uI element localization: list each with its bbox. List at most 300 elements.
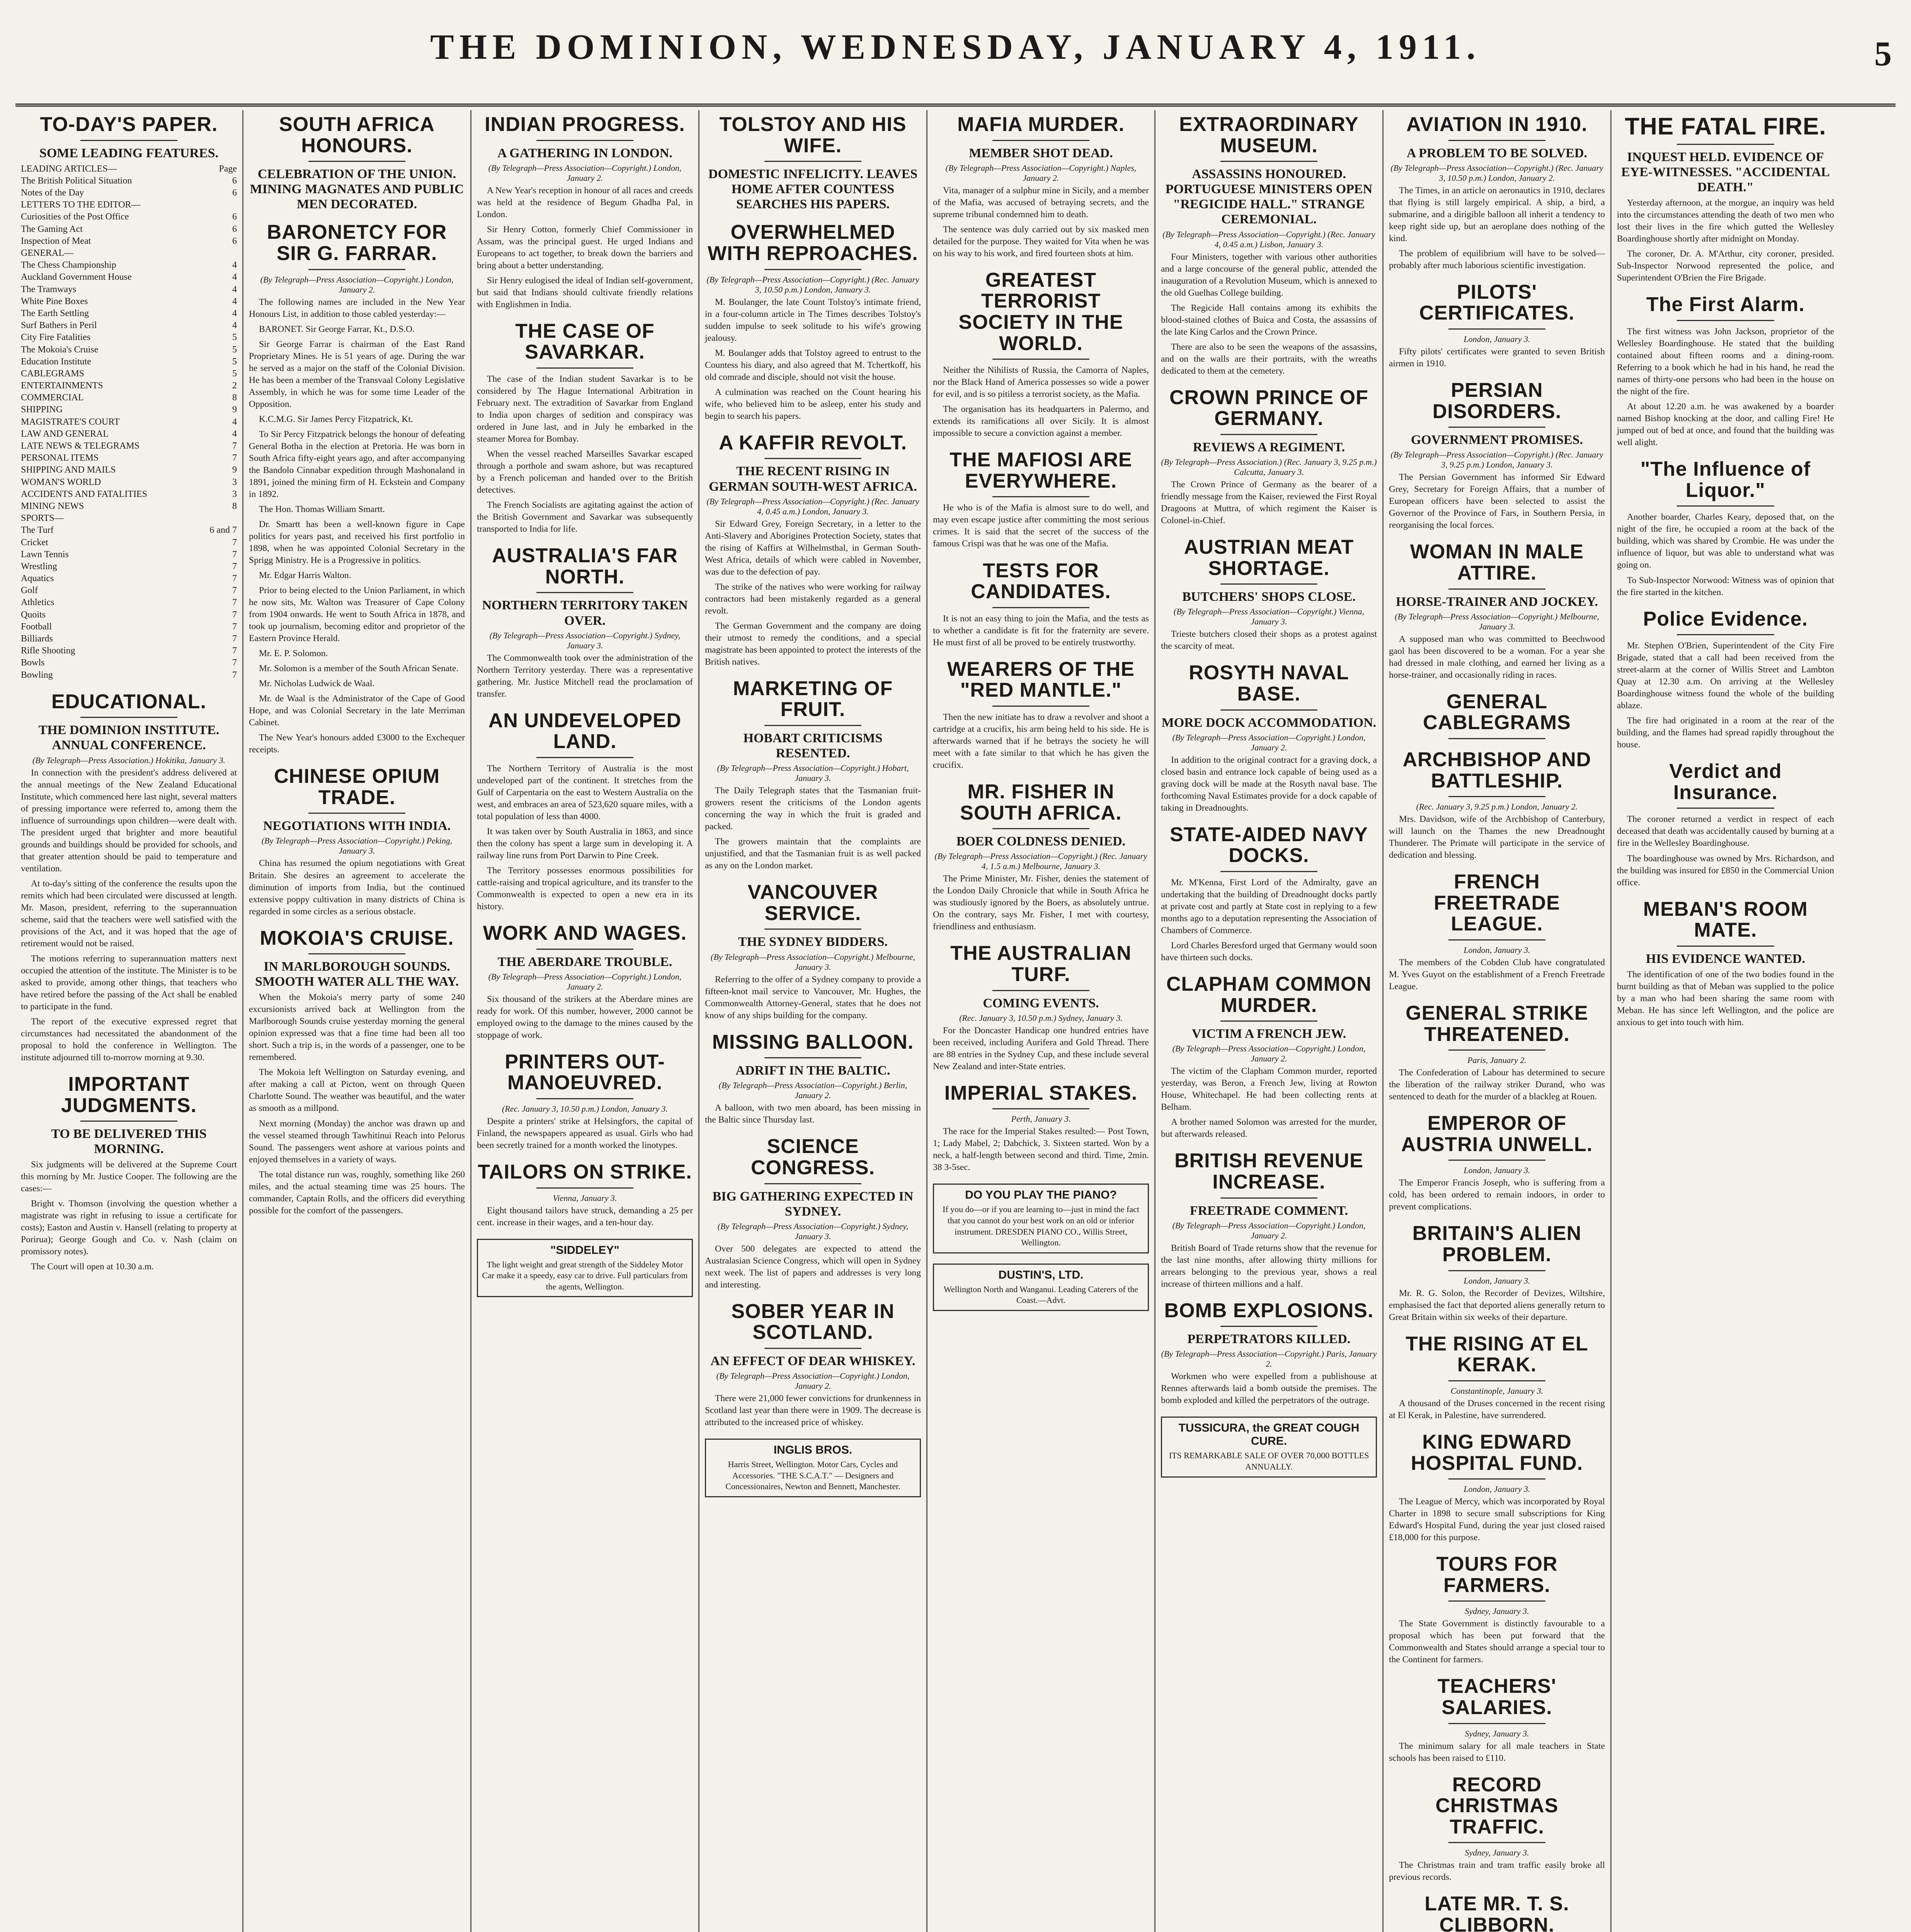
article-headline: PRINTERS OUT-MANOEUVRED.: [505, 1050, 665, 1094]
headline-rule: [1677, 505, 1775, 507]
article-paragraph: Mr. R. G. Solon, the Recorder of Devizes, Wiltshire, emphasised the fact that deported aliens generally return to Great Britain within six weeks of their departure.: [1389, 1288, 1605, 1322]
article-paragraph: The Christmas train and tram traffic easily broke all previous records.: [1389, 1860, 1605, 1883]
contents-item: [21, 645, 237, 657]
article-dateline: (By Telegraph—Press Association—Copyright.) (Rec. January 3, 10.50 p.m.) London, January 3.: [706, 274, 919, 294]
article-dateline: (By Telegraph—Press Association—Copyright.) (Rec. January 4, 0.45 a.m.) Lisbon, January 3.: [1162, 229, 1375, 249]
article: [1161, 662, 1377, 814]
article-headline: GENERAL CABLEGRAMS: [1423, 690, 1571, 734]
article-headline: TOLSTOY AND HIS WIFE.: [719, 113, 907, 157]
article-paragraph: The Commonwealth took over the administration of the Northern Territory yesterday. There was a representative gathering. Mr. Justice Mitchell read the proclamation of transfer.: [477, 653, 693, 699]
headline-rule: [1220, 1020, 1318, 1022]
article-dateline: Constantinople, January 3.: [1450, 1386, 1543, 1396]
article: [705, 222, 921, 422]
article-dateline: (By Telegraph—Press Association—Copyright.) (Rec. January 3, 9.25 p.m.) London, January 3.: [1390, 450, 1603, 470]
contents-label: ENTERTAINMENTS: [21, 381, 103, 391]
article-subheadline: THE DOMINION INSTITUTE. ANNUAL CONFERENCE.: [38, 723, 220, 753]
contents-label: The Gaming Act: [21, 224, 83, 234]
article-headline: STATE-AIDED NAVY DOCKS.: [1170, 823, 1368, 867]
article-paragraph: The Regicide Hall contains among its exhibits the blood-stained clothes of Buica and Costa, the assassins of the late King Carlos and the Crown Prince.: [1161, 303, 1377, 337]
article-headline: MOKOIA'S CRUISE.: [260, 927, 454, 949]
article-dateline: (By Telegraph—Press Association.) Hokitika, January 3.: [32, 755, 226, 765]
contents-label: The Earth Settling: [21, 308, 89, 318]
article-paragraph: When the Mokoia's merry party of some 240 excursionists arrived back at Wellington from the Marlborough Sounds cruise yesterday morning the general opinion expressed was that a fine time had been all too short. Such a trip is, in the words of a passenger, one to be remembered.: [249, 992, 465, 1063]
article-headline: MAFIA MURDER.: [957, 113, 1125, 136]
contents-page: 7: [232, 646, 237, 656]
article-paragraph: The Daily Telegraph states that the Tasmanian fruit-growers resent the criticisms of the London agents concerning the way in which the fruit is graded and packed.: [705, 786, 921, 832]
article-paragraph: Lord Charles Beresford urged that Germany would soon have thirteen such docks.: [1161, 940, 1377, 963]
article-paragraph: Mr. Edgar Harris Walton.: [259, 570, 351, 580]
article-paragraph: Over 500 delegates are expected to attend the Australasian Science Congress, which will open in Sydney next week. The list of papers and addresses is very long and interesting.: [705, 1243, 921, 1290]
article: [477, 545, 693, 700]
article-paragraph: There are also to be seen the weapons of the assassins, and on the walls are their portraits, with the wreaths dedicated to them at the cemetery.: [1161, 342, 1377, 376]
contents-label: Auckland Government House: [21, 272, 132, 282]
article-dateline: (By Telegraph—Press Association—Copyright.) Sydney, January 3.: [489, 630, 681, 650]
contents-page: 4: [232, 308, 237, 318]
article-paragraph: The League of Mercy, which was incorporated by Royal Charter in 1898 to secure small subscriptions for King Edward's Hospital Fund, during the year just closed raised £18,000 for this purpose.: [1389, 1497, 1605, 1543]
article: [249, 766, 465, 917]
headline-rule: [764, 929, 862, 930]
article-paragraph: BARONET. Sir George Farrar, Kt., D.S.O.: [259, 324, 415, 334]
contents-page: 7: [232, 597, 237, 608]
contents-label: Surf Bathers in Peril: [21, 320, 97, 331]
article-paragraph: The report of the executive expressed regret that circumstances had necessitated the abandonment of the proposal to hold the conference in Wellington. The institute adjourned till to-morrow morning at 9.30.: [21, 1016, 237, 1063]
article-subheadline: VICTIM A FRENCH JEW.: [1191, 1027, 1346, 1041]
contents-page: 5: [232, 344, 237, 355]
article-dateline: (By Telegraph—Press Association.) (Rec. January 3, 9.25 p.m.) Calcutta, January 3.: [1161, 457, 1377, 477]
article: [1161, 974, 1377, 1140]
column-1: [15, 110, 243, 1932]
article-paragraph: Trieste butchers closed their shops as a protest against the scarcity of meat.: [1161, 629, 1377, 651]
article-paragraph: The Hon. Thomas William Smartt.: [259, 504, 385, 514]
article: [477, 114, 693, 311]
article: [1617, 294, 1834, 449]
article: [477, 710, 693, 913]
article-paragraph: The fire had originated in a room at the rear of the building, and the flames had spread rapidly throughout the house.: [1617, 716, 1834, 750]
article-paragraph: A supposed man who was committed to Beechwood gaol has been discovered to be a woman. For a year she had dressed in male clothing, and earned her living as a horse-trainer, and occasionally riding in races.: [1389, 634, 1605, 680]
article-paragraph: When the vessel reached Marseilles Savarkar escaped through a porthole and swam ashore, but was recaptured by a French policeman and handed over to the British detectives.: [477, 449, 693, 495]
article-paragraph: Next morning (Monday) the anchor was drawn up and the vessel steamed through Tawhitinui Reach into Pelorus Sound. The passengers went ashore at various points and enjoyed themselves in a variety of ways.: [249, 1118, 465, 1165]
advertisement: [933, 1184, 1149, 1253]
contents-page: 6: [232, 212, 237, 222]
column-5: [927, 110, 1155, 1932]
article-subheadline: HIS EVIDENCE WANTED.: [1646, 951, 1805, 966]
headline-rule: [992, 496, 1090, 497]
article-paragraph: Sir Edward Grey, Foreign Secretary, in a letter to the Anti-Slavery and Aborigines Protection Society, states that the rising of Kaffirs at Wilhelmsthal, in German South-West Africa, details of which were cabled in November, was due to the defection of pay.: [705, 519, 921, 577]
article-paragraph: The motions referring to superannuation matters next occupied the attention of the institute. The Minister is to be asked to provide, among other things, that teachers who have retired before the passing of the Act shall be enabled to participate in the fund.: [21, 953, 237, 1012]
headline-rule: [80, 717, 178, 718]
article-headline: AUSTRIAN MEAT SHORTAGE.: [1184, 536, 1354, 580]
article-headline: BARONETCY FOR SIR G. FARRAR.: [267, 221, 447, 265]
contents-item: [21, 296, 237, 308]
article: [1389, 749, 1605, 861]
article: [933, 1264, 1149, 1311]
contents-page: 4: [232, 272, 237, 282]
article-dateline: (By Telegraph—Press Association—Copyright.) London, January 2.: [488, 971, 682, 992]
article-paragraph: The growers maintain that the complaints are unjustified, and that the Tasmanian fruit is as well packed as any on the London market.: [705, 837, 921, 871]
article-dateline: Sydney, January 3.: [1465, 1728, 1529, 1738]
article-subheadline: BIG GATHERING EXPECTED IN SYDNEY.: [712, 1189, 914, 1219]
article-headline: SCIENCE CONGRESS.: [750, 1135, 875, 1179]
article: [1389, 1003, 1605, 1103]
columns: [15, 110, 1896, 1932]
contents-page: 5: [232, 356, 237, 367]
article-dateline: (Rec. January 3, 10.50 p.m.) London, January 3.: [502, 1104, 668, 1114]
contents-page: 7: [232, 561, 237, 571]
contents-item: [21, 223, 237, 235]
article: [21, 691, 237, 1064]
article-subheadline: REVIEWS A REGIMENT.: [1193, 440, 1345, 454]
article-paragraph: Six judgments will be delivered at the Supreme Court this morning by Mr. Justice Cooper. The following are the cases:—: [21, 1160, 237, 1194]
headline-rule: [992, 706, 1090, 707]
headline-rule: [1448, 1478, 1546, 1480]
article-headline: LATE MR. T. S. CLIBBORN.: [1424, 1893, 1569, 1932]
article-paragraph: The victim of the Clapham Common murder, reported yesterday, was Beron, a French Jew, living at Rowton House, Whitechapel. He had been collecting rents at Belham.: [1161, 1066, 1377, 1112]
article-paragraph: The Confederation of Labour has determined to secure the liberation of the railway striker Durand, who was sentenced to death for the murder of a blackleg at Rouen.: [1389, 1068, 1605, 1102]
headline-rule: [308, 953, 406, 954]
article-headline: ROSYTH NAVAL BASE.: [1189, 662, 1349, 705]
column-6: [1155, 110, 1383, 1932]
contents-page: 5: [232, 368, 237, 379]
article-subheadline: HORSE-TRAINER AND JOCKEY.: [1396, 594, 1598, 609]
article-headline: MEBAN'S ROOM MATE.: [1643, 898, 1808, 942]
article: [705, 1439, 921, 1497]
article-paragraph: Neither the Nihilists of Russia, the Camorra of Naples, nor the Black Hand of America possesses so wide a power for evil, and is so pitiless a terrorist society, as the Mafia.: [933, 365, 1149, 400]
headline-rule: [1677, 946, 1775, 947]
contents-list: [21, 163, 237, 681]
contents-item: [21, 428, 237, 440]
contents-page: 7: [232, 573, 237, 584]
advertisement: [933, 1264, 1149, 1311]
article-subheadline: THE RECENT RISING IN GERMAN SOUTH-WEST AFRICA.: [709, 464, 917, 494]
article-paragraph: Bright v. Thomson (involving the question whether a magistrate was right in refusing to issue a certificate for costs); Easton and Austin v. Hansell (relating to property at Porirua); George Gough and Co. v. Nash (claim on promissory notes).: [21, 1199, 237, 1257]
headline-rule: [80, 140, 178, 141]
article-headline: PERSIAN DISORDERS.: [1432, 379, 1562, 423]
contents-page: 7: [232, 585, 237, 596]
article: [705, 1301, 921, 1429]
contents-item: [21, 573, 237, 585]
article: [477, 1239, 693, 1298]
article-paragraph: The State Government is distinctly favourable to a proposal which has been put forward that the Commonwealth and States should arrange a special tour to the Continent for farmers.: [1389, 1619, 1605, 1665]
article-headline: TEACHERS' SALARIES.: [1437, 1675, 1557, 1719]
contents-page: 3: [232, 489, 237, 499]
article: [477, 923, 693, 1041]
article-headline: PILOTS' CERTIFICATES.: [1419, 281, 1575, 325]
article-paragraph: The Crown Prince of Germany as the bearer of a friendly message from the Kaiser, reviewed the First Royal Dragoons at Muttra, of which regiment the Kaiser is Colonel-in-Chief.: [1161, 480, 1377, 526]
headline-rule: [764, 161, 862, 162]
contents-item: [21, 211, 237, 223]
article-headline: BRITAIN'S ALIEN PROBLEM.: [1412, 1222, 1582, 1266]
contents-page: 9: [232, 465, 237, 475]
contents-label: Notes of the Day: [21, 188, 84, 198]
article-paragraph: The first witness was John Jackson, proprietor of the Wellesley Boardinghouse. He stated that the building contained about fifteen rooms and a dining-room. Referring to a book which he had in his hand, he read the names of thirty-one persons who had been in the house on the night of the fire.: [1617, 327, 1834, 397]
article-subheadline: COMING EVENTS.: [983, 996, 1099, 1010]
contents-label: Bowls: [21, 658, 45, 668]
contents-item: [21, 392, 237, 404]
contents-page: 4: [232, 417, 237, 427]
article-dateline: (By Telegraph—Press Association—Copyright.) Naples, January 2.: [945, 163, 1137, 183]
contents-item: [21, 332, 237, 344]
article-headline: TAILORS ON STRIKE.: [478, 1161, 692, 1184]
article-paragraph: The Emperor Francis Joseph, who is suffering from a cold, has been ordered to remain indoors, in order to prevent complications.: [1389, 1178, 1605, 1212]
article-dateline: London, January 3.: [1463, 1165, 1530, 1175]
contents-label: GENERAL—: [21, 248, 73, 258]
contents-item: [21, 476, 237, 488]
article: [21, 1074, 237, 1273]
headline-rule: [764, 1348, 862, 1349]
article-dateline: (By Telegraph—Press Association—Copyright.) London, January 2.: [1172, 732, 1366, 752]
article-headline: Verdict and Insurance.: [1669, 760, 1782, 804]
contents-page: 7: [232, 670, 237, 680]
headline-rule: [992, 990, 1090, 991]
article-dateline: (By Telegraph—Press Association—Copyright.) Peking, January 3.: [261, 836, 453, 856]
contents-item: [21, 512, 237, 524]
headline-rule: [536, 1098, 634, 1099]
article-headline: CHINESE OPIUM TRADE.: [274, 765, 440, 809]
article-dateline: (By Telegraph—Press Association—Copyright.) Vienna, January 3.: [1173, 607, 1365, 627]
article-headline: SOBER YEAR IN SCOTLAND.: [731, 1300, 895, 1344]
article: [1161, 537, 1377, 652]
article-paragraph: The Court will open at 10.30 a.m.: [31, 1262, 154, 1272]
article-headline: The First Alarm.: [1646, 293, 1805, 316]
article-headline: EMPEROR OF AUSTRIA UNWELL.: [1401, 1112, 1593, 1156]
article-dateline: (Rec. January 3, 10.50 p.m.) Sydney, January 3.: [959, 1013, 1123, 1023]
contents-item: [21, 416, 237, 428]
article: [477, 321, 693, 535]
article-paragraph: The Mokoia left Wellington on Saturday evening, and after making a call at Picton, went on through Queen Charlotte Sound. The weather was beautiful, and the water as smooth as a millpond.: [249, 1067, 465, 1114]
page-number: 5: [1874, 35, 1892, 73]
article-headline: MR. FISHER IN SOUTH AFRICA.: [960, 781, 1122, 824]
column-4: [699, 110, 927, 1932]
advertisement: [1161, 1417, 1377, 1477]
article: [933, 449, 1149, 550]
article-paragraph: Eight thousand tailors have struck, demanding a 25 per cent. increase in their wages, and a ten-hour day.: [477, 1205, 693, 1228]
article-paragraph: The total distance run was, roughly, something like 260 miles, and the actual steaming time was 25 hours. The commander, Captain Rolls, and the officers did everything possible for the comfort of the passengers.: [249, 1169, 465, 1216]
contents-page: 4: [232, 320, 237, 331]
article-paragraph: The problem of equilibrium will have to be solved—probably after much laborious scientific investigation.: [1389, 248, 1605, 270]
contents-label: White Pine Boxes: [21, 296, 88, 306]
headline-rule: [536, 1187, 634, 1189]
headline-rule: [1677, 808, 1775, 809]
ad-body: Wellington North and Wanganui. Leading Caterers of the Coast.—Advt.: [943, 1284, 1138, 1305]
headline-rule: [992, 607, 1090, 608]
contents-label: Football: [21, 621, 52, 632]
headline-rule: [1448, 738, 1546, 739]
article-headline: TO-DAY'S PAPER.: [40, 113, 218, 136]
contents-label: LEADING ARTICLES—: [21, 163, 117, 174]
article: [1389, 1774, 1605, 1884]
article-paragraph: The case of the Indian student Savarkar is to be considered by The Hague International Arbitration in February next. The extradition of Savarkar from England to India upon charges of sedition and conspiracy was ordered in June last, and in July he embarked in the steamer Morea for Bombay.: [477, 374, 693, 444]
article-paragraph: Mr. E. P. Solomon.: [259, 648, 328, 659]
article-paragraph: The coroner returned a verdict in respect of each deceased that death was accidentally caused by burning at a fire in the Wellesley Boardinghouse.: [1617, 814, 1834, 849]
contents-item: [21, 175, 237, 187]
article-paragraph: Mrs. Davidson, wife of the Archbishop of Canterbury, will launch on the Thames the new Dreadnought Thunderer. The Primate will participate in the service of dedication and blessing.: [1389, 814, 1605, 861]
ad-title: "SIDDELEY": [550, 1243, 619, 1257]
article-dateline: Sydney, January 3.: [1465, 1848, 1529, 1858]
article-paragraph: The race for the Imperial Stakes resulted:— Post Town, 1; Lady Mabel, 2; Dabchick, 3. Sixteen started. Won by a neck, a half-length between second and third. Time, 2min. 38 3-5sec.: [933, 1126, 1149, 1173]
article-headline: AVIATION IN 1910.: [1406, 113, 1588, 136]
article: [249, 928, 465, 1217]
contents-page: 7: [232, 549, 237, 560]
contents-item: [21, 356, 237, 368]
contents-item: [21, 320, 237, 332]
article-paragraph: The strike of the natives who were working for railway contractors had been mistakenly regarded as a general revolt.: [705, 582, 921, 616]
article-dateline: Sydney, January 3.: [1465, 1606, 1529, 1616]
headline-rule: [1677, 634, 1775, 635]
headline-rule: [1220, 871, 1318, 872]
contents-item: [21, 380, 237, 392]
article-paragraph: M. Boulanger, the late Count Tolstoy's intimate friend, in a four-column article in The Times describes Tolstoy's sudden impulse to seek solitude to his wife's growing jealousy.: [705, 297, 921, 343]
contents-label: SHIPPING AND MAILS: [21, 465, 116, 475]
article: [1617, 609, 1834, 751]
article-headline: ARCHBISHOP AND BATTLESHIP.: [1402, 748, 1591, 792]
article-subheadline: FREETRADE COMMENT.: [1189, 1203, 1348, 1218]
contents-label: Quoits: [21, 609, 46, 620]
article: [933, 1083, 1149, 1174]
headline-rule: [992, 140, 1090, 141]
newspaper-title: THE DOMINION, WEDNESDAY, JANUARY 4, 1911.: [430, 27, 1481, 66]
headline-rule: [1220, 1326, 1318, 1327]
article-headline: TESTS FOR CANDIDATES.: [971, 559, 1111, 603]
headline-rule: [536, 949, 634, 950]
article-dateline: London, January 3.: [1463, 945, 1530, 955]
article-dateline: London, January 3.: [1463, 1276, 1530, 1286]
contents-page: 6: [232, 175, 237, 186]
contents-item: [21, 633, 237, 645]
article-paragraph: Then the new initiate has to draw a revolver and shoot a cartridge at a crucifix, his arm being held to his side. He is afterwards warned that if he betrays the society he will meet with a fate similar to that which he has given the crucifix.: [933, 712, 1149, 770]
contents-page: 7: [232, 537, 237, 548]
article-headline: BOMB EXPLOSIONS.: [1164, 1299, 1374, 1322]
article: [705, 678, 921, 872]
contents-item: [21, 308, 237, 320]
article-subheadline: MORE DOCK ACCOMMODATION.: [1161, 715, 1377, 730]
headline-rule: [764, 458, 862, 459]
contents-label: SPORTS—: [21, 513, 64, 524]
article-paragraph: In addition to the original contract for a graving dock, a closed basin and entrance lock capable of being used as a graving dock will be made at the Rosyth naval base. The forthcoming Naval Estimates provide for a dock capable of taking in Dreadnoughts.: [1161, 755, 1377, 813]
article: [705, 432, 921, 668]
column-8: [1612, 110, 1840, 1932]
article-dateline: (By Telegraph—Press Association—Copyright.) Melbourne, January 3.: [1395, 611, 1599, 631]
article-paragraph: The Times, in an article on aeronautics in 1910, declares that flying is still largely empirical. A ship, a bird, a submarine, and a dirigible balloon all inherit a tendency to keep right side up, but an aeroplane does nothing of the kind.: [1389, 185, 1605, 243]
contents-label: City Fire Fatalities: [21, 332, 90, 343]
article-dateline: Vienna, January 3.: [553, 1193, 617, 1203]
article: [705, 882, 921, 1021]
contents-label: The Mokoia's Cruise: [21, 344, 99, 355]
headline-rule: [1448, 1270, 1546, 1271]
article-paragraph: The minimum salary for all male teachers in State schools has been raised to £110.: [1389, 1741, 1605, 1763]
article: [933, 270, 1149, 439]
article-paragraph: Four Ministers, together with various other authorities and a large concourse of the general public, attended the inauguration of a Revolution Museum, which is annexed to the old Guelhas College building.: [1161, 252, 1377, 298]
contents-page: 6 and 7: [209, 525, 237, 536]
headline-rule: [1220, 709, 1318, 711]
article-paragraph: He who is of the Mafia is almost sure to do well, and may even escape justice after committing the most serious crimes. It is said that the secret of the success of the famous Crispi was that he was one of the Mafia.: [933, 503, 1149, 549]
article-headline: FRENCH FREETRADE LEAGUE.: [1434, 871, 1560, 935]
article-paragraph: Mr. Nicholas Ludwick de Waal.: [259, 679, 375, 689]
contents-page: 9: [232, 405, 237, 415]
article-paragraph: Sir George Farrar is chairman of the East Rand Proprietary Mines. He is 51 years of age. During the war he served as a major on the staff of the Colonial Division. He has been a member of the Transvaal Colony Legislative Assembly, in which he was for some time Leader of the Opposition.: [249, 339, 465, 409]
headline-rule: [1220, 1197, 1318, 1199]
headline-rule: [992, 1108, 1090, 1109]
article-headline: THE AUSTRALIAN TURF.: [950, 942, 1132, 986]
article: [1389, 1432, 1605, 1544]
headline-rule: [1677, 320, 1775, 321]
article-headline: EDUCATIONAL.: [51, 690, 206, 713]
article: [1161, 824, 1377, 964]
contents-label: Athletics: [21, 597, 54, 608]
article: [1161, 1150, 1377, 1290]
contents-label: SHIPPING: [21, 405, 63, 415]
contents-item: [21, 163, 237, 175]
article-paragraph: The Persian Government has informed Sir Edward Grey, Secretary for Foreign Affairs, that a number of European officers have been selected to assist the Governor of the Province of Fars, in Southern Persia, in reorganising the local forces.: [1389, 472, 1605, 531]
article-headline: AUSTRALIA'S FAR NORTH.: [492, 544, 678, 588]
article-paragraph: For the Doncaster Handicap one hundred entries have been received, including Aurifera and Gold Thread. There are 88 entries in the Sydney Cup, and these include several New Zealand and inter-State entries.: [933, 1025, 1149, 1071]
headline-rule: [1448, 939, 1546, 940]
contents-item: [21, 537, 237, 549]
contents-label: The Chess Championship: [21, 260, 116, 270]
article: [249, 114, 465, 212]
contents-label: Cricket: [21, 537, 48, 548]
contents-label: The Tramways: [21, 284, 77, 294]
headline-rule: [992, 828, 1090, 829]
article: [1389, 282, 1605, 370]
headline-rule: [764, 1183, 862, 1184]
article-paragraph: The following names are included in the New Year Honours List, in addition to those cabled yesterday:—: [249, 297, 465, 319]
contents-label: WOMAN'S WORLD: [21, 477, 101, 487]
contents-label: PERSONAL ITEMS: [21, 453, 99, 463]
article-paragraph: A New Year's reception in honour of all races and creeds was held at the residence of Begum Ghadha Pal, in London.: [477, 185, 693, 219]
contents-item: [21, 284, 237, 296]
contents-item: [21, 585, 237, 597]
article: [705, 1136, 921, 1291]
article-headline: WOMAN IN MALE ATTIRE.: [1410, 541, 1584, 584]
article-dateline: (By Telegraph—Press Association—Copyright.) London, January 2.: [716, 1371, 910, 1391]
article-dateline: (By Telegraph—Press Association—Copyright.) London, January 2.: [488, 163, 682, 183]
article-headline: RECORD CHRISTMAS TRAFFIC.: [1435, 1773, 1559, 1838]
contents-page: 7: [232, 441, 237, 451]
article: [933, 943, 1149, 1072]
article-subheadline: DOMESTIC INFELICITY. LEAVES HOME AFTER COUNTESS SEARCHES HIS PAPERS.: [708, 167, 918, 212]
article: [1389, 871, 1605, 993]
article-subheadline: SOME LEADING FEATURES.: [39, 146, 219, 160]
contents-label: MINING NEWS: [21, 501, 84, 511]
article: [1389, 1676, 1605, 1764]
headline-rule: [1448, 1723, 1546, 1724]
article-paragraph: Despite a printers' strike at Helsingfors, the capital of Finland, the newspapers appeared as usual. Girls who had been secretly trained for a month worked the linotypes.: [477, 1116, 693, 1151]
article-paragraph: The French Socialists are agitating against the action of the British Government and Savarkar was subsequently transported to India for life.: [477, 500, 693, 534]
contents-label: Golf: [21, 585, 38, 596]
contents-item: [21, 561, 237, 573]
article-paragraph: Fifty pilots' certificates were granted to seven British airmen in 1910.: [1389, 346, 1605, 369]
contents-item: [21, 199, 237, 211]
ad-body: If you do—or if you are learning to—just in mind the fact that you cannot do your best work on an old or inferior instrument. DRESDEN PIANO CO., Willis Street, Wellington.: [943, 1204, 1139, 1248]
article-headline: THE MAFIOSI ARE EVERYWHERE.: [950, 449, 1132, 492]
contents-label: Bowling: [21, 670, 53, 680]
contents-item: [21, 235, 237, 247]
contents-item: [21, 247, 237, 259]
article: [1617, 459, 1834, 598]
article-paragraph: A culmination was reached on the Count hearing his wife, who believed him to be asleep, enter his study and begin to search his papers.: [705, 387, 921, 421]
article-headline: GREATEST TERRORIST SOCIETY IN THE WORLD.: [958, 269, 1123, 355]
article-dateline: Perth, January 3.: [1011, 1114, 1071, 1124]
article-paragraph: Yesterday afternoon, at the morgue, an inquiry was held into the circumstances attending the death of two men who lost their lives in the fire which gutted the Wellesley Boardinghouse shortly after midnight on Monday.: [1617, 198, 1834, 244]
headline-rule: [992, 359, 1090, 360]
article-headline: WEARERS OF THE "RED MANTLE.": [947, 658, 1135, 702]
headline-rule: [1448, 1160, 1546, 1161]
headline-rule: [80, 1121, 178, 1122]
article-subheadline: HOBART CRITICISMS RESENTED.: [743, 731, 883, 761]
article: [249, 222, 465, 756]
article-dateline: (By Telegraph—Press Association—Copyright.) London, January 2.: [1172, 1220, 1366, 1240]
contents-item: [21, 464, 237, 476]
